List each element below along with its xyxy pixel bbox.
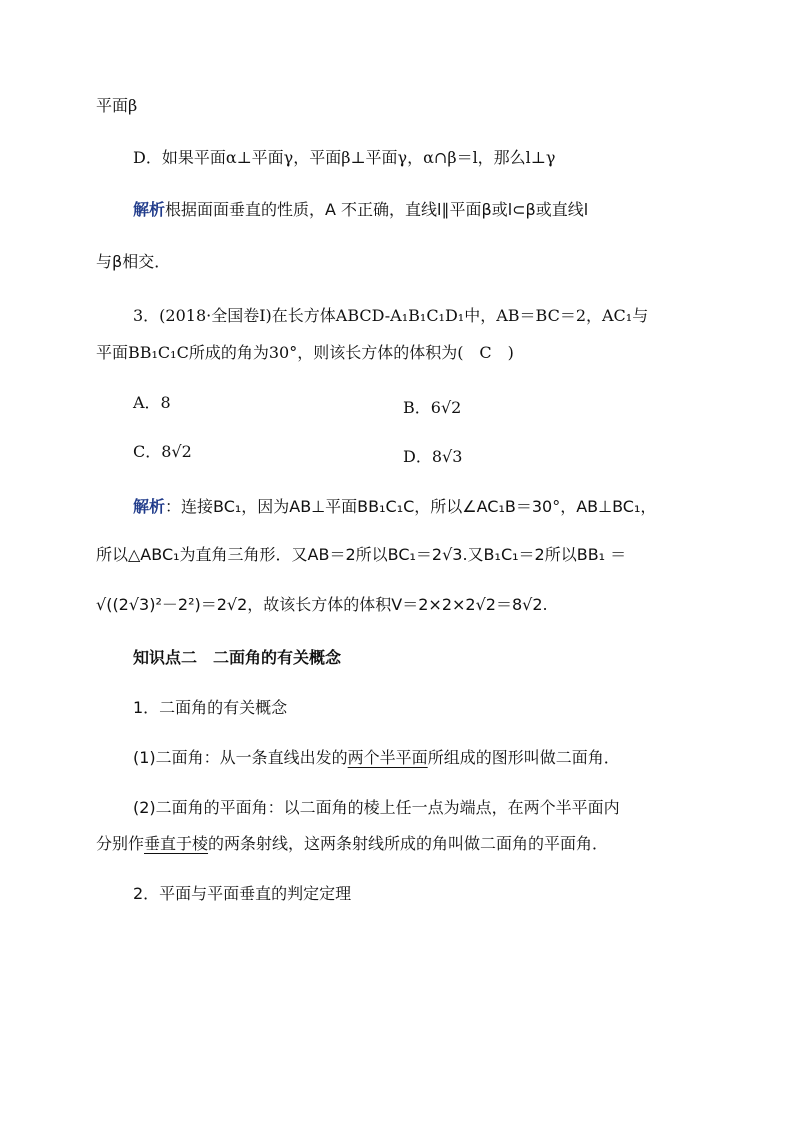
option-b: B．6√2 (403, 398, 462, 417)
analysis-paragraph (133, 202, 588, 218)
text-line: √((2√3)²－2²)＝2√2，故该长方体的体积V＝2×2×2√2＝8√2. (96, 595, 548, 614)
option-c: C．8√2 (133, 442, 192, 461)
text: 所组成的图形叫做二面角． (427, 748, 620, 767)
option-a: A．8 (133, 393, 171, 412)
section-heading: 知识点二 二面角的有关概念 (133, 648, 342, 667)
option-d: D．如果平面α⊥平面γ，平面β⊥平面γ，α∩β＝l，那么l⊥γ (133, 148, 556, 167)
analysis-text: 根据面面垂直的性质，A 不正确，直线l∥平面β或l⊂β或直线l (165, 200, 589, 219)
analysis-paragraph (133, 499, 656, 515)
subsection-heading: 2．平面与平面垂直的判定定理 (133, 884, 352, 903)
text-line: 与β相交． (96, 252, 171, 271)
underlined-term: 垂直于棱 (144, 834, 209, 853)
text-line: 平面β (96, 96, 138, 115)
underlined-term: 两个半平面 (347, 748, 428, 767)
option-d-value: D．8√3 (403, 447, 463, 466)
definition-2: (2)二面角的平面角：以二面角的棱上任一点为端点，在两个半平面内 (133, 798, 620, 817)
question-3: 3．(2018·全国卷Ⅰ)在长方体ABCD-A₁B₁C₁D₁中，AB＝BC＝2，AC₁与 (133, 306, 649, 325)
definition-2-cont (96, 836, 608, 852)
text: 的两条射线，这两条射线所成的角叫做二面角的平面角． (208, 834, 609, 853)
analysis-label: 解析 (133, 497, 166, 516)
definition-1 (133, 750, 620, 766)
analysis-text: ：连接BC₁，因为AB⊥平面BB₁C₁C，所以∠AC₁B＝30°，AB⊥BC₁， (165, 497, 657, 516)
analysis-label: 解析 (133, 200, 166, 219)
question-3-cont: 平面BB₁C₁C所成的角为30°，则该长方体的体积为( C ) (96, 343, 514, 362)
text: (1)二面角：从一条直线出发的 (133, 748, 348, 767)
text-line: 所以△ABC₁为直角三角形．又AB＝2所以BC₁＝2√3.又B₁C₁＝2所以BB₁ ＝ (96, 545, 627, 564)
subsection-heading: 1．二面角的有关概念 (133, 698, 288, 717)
text: 分别作 (96, 834, 145, 853)
